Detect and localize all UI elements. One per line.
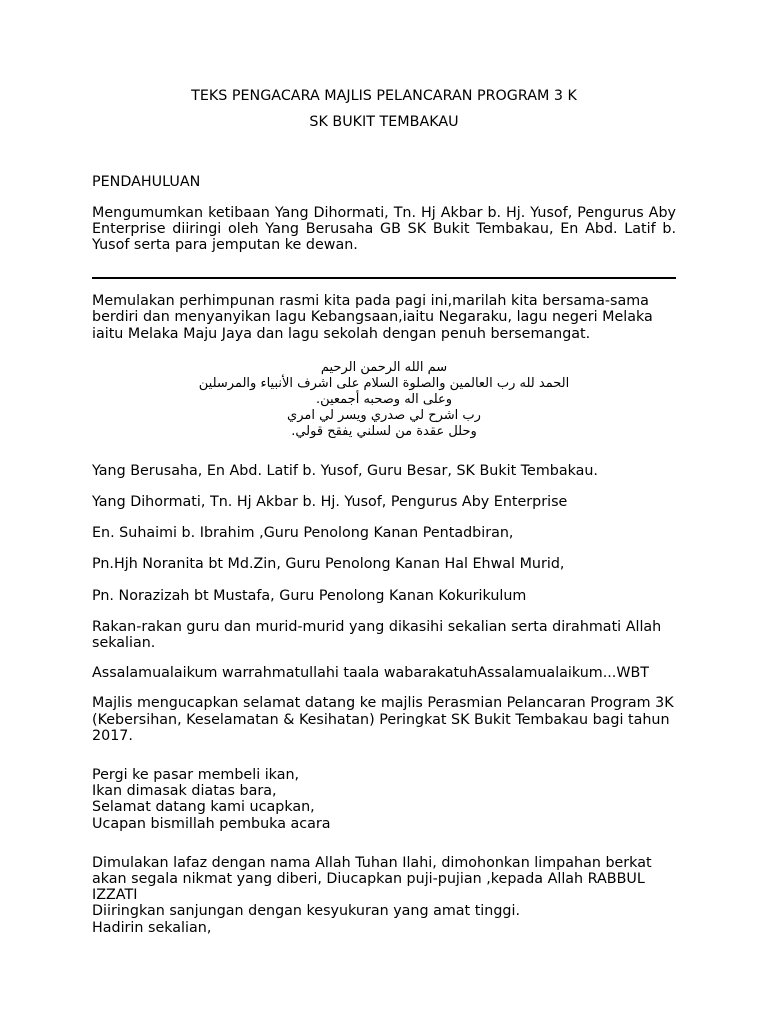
arabic-line: وحلل عقدة من لسلني يفقح قولي.: [291, 423, 477, 439]
document-subtitle: SK BUKIT TEMBAKAU: [309, 114, 459, 131]
section-heading: PENDAHULUAN: [92, 174, 201, 191]
arabic-line: سم الله الرحمن الرحيم: [320, 359, 448, 375]
closing-line: Dimulakan lafaz dengan nama Allah Tuhan Ilahi, dimohonkan limpahan berkat akan segala nikmat yang diberi, Diucapkan puji-pujian ,kepada Allah RABBUL IZZATI: [92, 854, 652, 904]
opening-paragraph: Memulakan perhimpunan rasmi kita pada pagi ini,marilah kita bersama-sama berdiri dan menyanyikan lagu Kebangsaan,iaitu Negaraku, lagu negeri Melaka iaitu Melaka Maju Jaya dan lagu sekolah dengan penuh bersemangat.: [92, 293, 653, 342]
greeting-line: Yang Dihormati, Tn. Hj Akbar b. Hj. Yusof, Pengurus Aby Enterprise: [92, 494, 568, 511]
arabic-prayer-block: [92, 360, 676, 440]
announcement-paragraph: Mengumumkan ketibaan Yang Dihormati, Tn. Hj Akbar b. Hj. Yusof, Pengurus Aby Enterprise diiringi oleh Yang Berusaha GB SK Bukit Tembakau, En Abd. Latif b. Yusof serta para jemputan ke dewan.: [92, 204, 676, 254]
document-page: [92, 82, 676, 936]
greeting-line: Pn. Norazizah bt Mustafa, Guru Penolong Kanan Kokurikulum: [92, 587, 527, 604]
welcome-paragraph: Majlis mengucapkan selamat datang ke majlis Perasmian Pelancaran Program 3K (Kebersihan, Keselamatan & Kesihatan) Peringkat SK Bukit Tembakau bagi tahun 2017.: [92, 695, 674, 744]
arabic-line: رب اشرح لي صدري ويسر لي امري: [287, 407, 481, 423]
document-title: TEKS PENGACARA MAJLIS PELANCARAN PROGRAM 3 K: [191, 88, 577, 104]
greeting-line: En. Suhaimi b. Ibrahim ,Guru Penolong Kanan Pentadbiran,: [92, 525, 514, 542]
closing-line: Diiringkan sanjungan dengan kesyukuran yang amat tinggi.: [92, 903, 521, 920]
pantun-line: Pergi ke pasar membeli ikan,: [92, 767, 300, 784]
arabic-line: وعلى اله وصحبه أجمعين.: [315, 391, 453, 407]
arabic-line: الحمد لله رب العالمين والصلوة السلام على اشرف الأنبياء والمرسلين: [198, 375, 570, 391]
greeting-line: Rakan-rakan guru dan murid-murid yang dikasihi sekalian serta dirahmati Allah sekalian.: [92, 618, 662, 652]
closing-block: [92, 855, 676, 936]
greeting-line: Yang Berusaha, En Abd. Latif b. Yusof, Guru Besar, SK Bukit Tembakau.: [92, 462, 598, 479]
greeting-line: Pn.Hjh Noranita bt Md.Zin, Guru Penolong Kanan Hal Ehwal Murid,: [92, 556, 565, 573]
pantun-line: Selamat datang kami ucapkan,: [92, 799, 315, 816]
pantun-line: Ucapan bismillah pembuka acara: [92, 815, 331, 832]
pantun-line: Ikan dimasak diatas bara,: [92, 783, 277, 800]
horizontal-rule: [92, 277, 676, 279]
closing-line: Hadirin sekalian,: [92, 919, 212, 936]
salam-line: Assalamualaikum warrahmatullahi taala wabarakatuhAssalamualaikum...WBT: [92, 665, 650, 682]
pantun-block: [92, 767, 676, 832]
